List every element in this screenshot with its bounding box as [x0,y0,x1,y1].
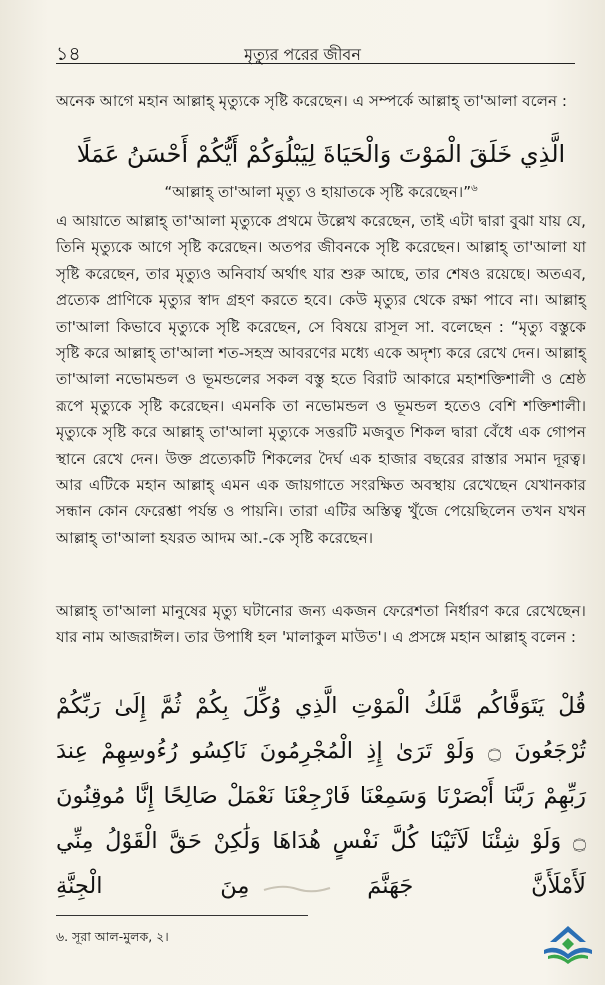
verse-translation [56,181,586,206]
page-smudge [262,882,332,896]
verse-translation-text: “আল্লাহ্ তা'আলা মৃত্যু ও হায়াতকে সৃষ্টি করেছেন।” [164,183,472,202]
footnote-reference[interactable]: ৬ [471,183,478,194]
header-divider [56,63,575,64]
publisher-logo-icon [540,922,596,966]
quran-verse-mulk: الَّذِي خَلَقَ الْمَوْتَ وَالْحَيَاةَ لِيَبْلُوَكُمْ أَيُّكُمْ أَحْسَنُ عَمَلًا [76,140,566,168]
footnote-divider [56,915,308,916]
footnote-6: ৬. সূরা আল-মুলক, ২। [56,929,169,944]
paragraph-explanation: এ আয়াতে আল্লাহ্ তা'আলা মৃত্যুকে প্রথমে উল্লেখ করেছেন, তাই এটা দ্বারা বুঝা যায় যে, তিনি মৃত্যুকে আগে সৃষ্টি করেছেন। অতপর জীবনকে সৃষ্টি করেছেন। আল্লাহ্ তা'আলা যা সৃষ্টি করেছেন, তার মৃত্যুও অনিবার্য অর্থাৎ যার শুরু আছে, তার শেষও রয়েছে। অতএব, প্রত্যেক প্রাণিকে মৃত্যুর স্বাদ গ্রহণ করতে হবে। কেউ মৃত্যুর থেকে রক্ষা পাবে না। আল্লাহ্ তা'আলা কিভাবে মৃত্যুকে সৃষ্টি করেছেন, সে বিষয়ে রাসূল সা. বলেছেন : “মৃত্যু বস্তুকে সৃষ্টি করে আল্লাহ্ তা'আলা শত-সহস্র আবরণের মধ্যে একে অদৃশ্য করে রেখে দেন। আল্লাহ্ তা'আলা নভোমন্ডল ও ভূমন্ডলের সকল বস্তু হতে বিরাট আকারে মহাশক্তিশালী ও শ্রেষ্ঠ রূপে মৃত্যুকে সৃষ্টি করেছেন। এমনকি তা নভোমন্ডল ও ভূমন্ডল হতেও বেশি শক্তিশালী। মৃত্যুকে সৃষ্টি করে আল্লাহ্ তা'আলা মৃত্যুকে সত্তরটি মজবুত শিকল দ্বারা বেঁধে এক গোপন স্থানে রেখে দেন। উক্ত প্রত্যেকটি শিকলের দৈর্ঘ এক হাজার বছরের রাস্তার সমান দূরত্ব। আর এটিকে মহান আল্লাহ্ এমন এক জায়গাতে সংরক্ষিত অবস্থায় রেখেছেন যেখানকার সন্ধান কোন ফেরেশ্তা পর্যন্ত ও পায়নি। তারা এটির অস্তিত্ব খুঁজে পেয়েছিলেন তখন যখন আল্লাহ্ তা'আলা হযরত আদম আ.-কে সৃষ্টি করেছেন। [56,212,586,547]
running-title: মৃত্যুর পরের জীবন [244,45,361,64]
paragraph-angel-of-death: আল্লাহ্ তা'আলা মানুষের মৃত্যু ঘটানোর জন্য একজন ফেরেশতা নির্ধারণ করে রেখেছেন। যার নাম আজরাঈল। তার উপাধি হল 'মালাকুল মাউত'। এ প্রসঙ্গে মহান আল্লাহ্ বলেন : [56,602,586,647]
paragraph-intro: অনেক আগে মহান আল্লাহ্ মৃত্যুকে সৃষ্টি করেছেন। এ সম্পর্কে আল্লাহ্ তা'আলা বলেন : [56,92,568,110]
quran-verse-sajdah: قُلْ يَتَوَفَّاكُم مَّلَكُ الْمَوْتِ الَّذِي وُكِّلَ بِكُمْ ثُمَّ إِلَىٰ رَبِّكُمْ تُرْجَعُونَ ۝ وَلَوْ تَرَىٰ إِذِ الْمُجْرِمُونَ نَاكِسُو رُءُوسِهِمْ عِندَ رَبِّهِمْ رَبَّنَا أَبْصَرْنَا وَسَمِعْنَا فَارْجِعْنَا نَعْمَلْ صَالِحًا إِنَّا مُوقِنُونَ ۝ وَلَوْ شِئْنَا لَآتَيْنَا كُلَّ نَفْسٍ هُدَاهَا وَلَٰكِنْ حَقَّ الْقَوْلُ مِنِّي لَأَمْلَأَنَّ جَهَنَّمَ مِنَ الْجِنَّةِ [56,693,586,899]
page-number: ১৪ [56,43,81,65]
